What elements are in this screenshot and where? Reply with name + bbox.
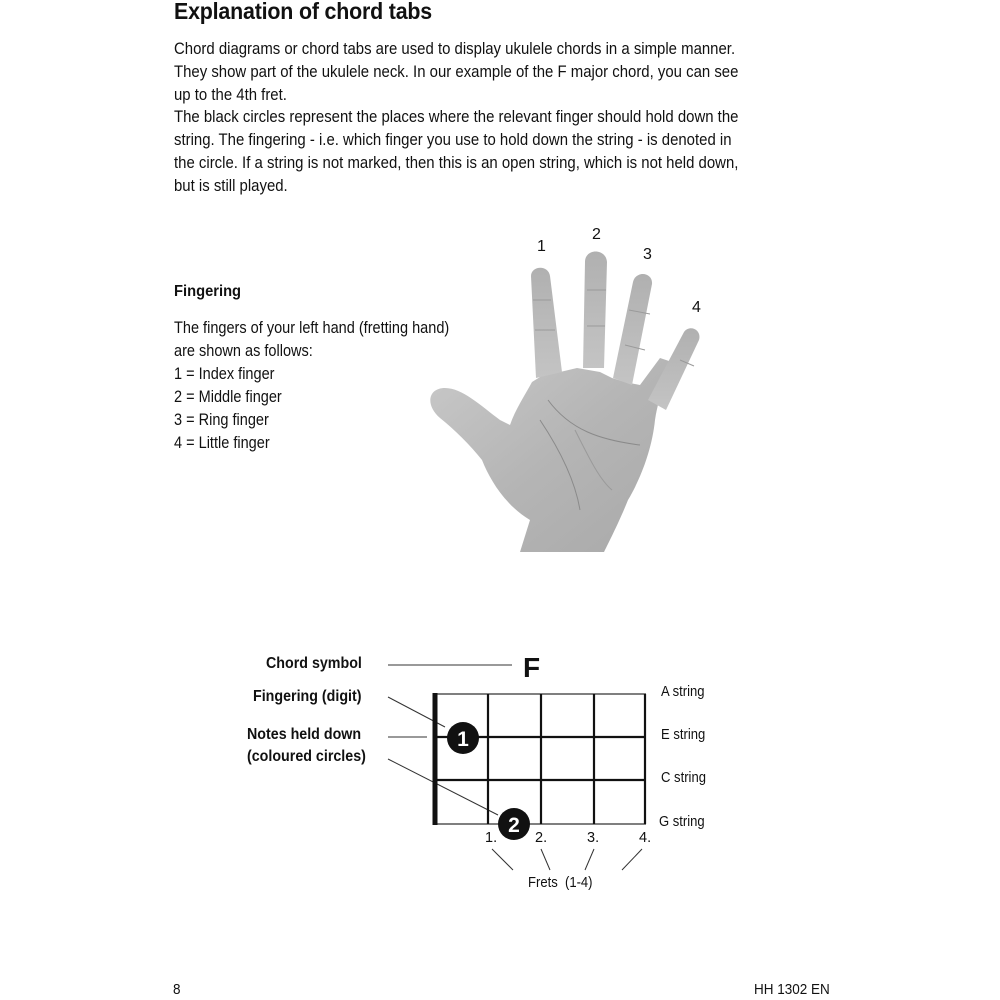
fret-leader <box>622 849 642 870</box>
fret-number: 2. <box>535 830 548 846</box>
notes-held-label: Notes held down <box>247 726 362 743</box>
string-label-c: C string <box>661 770 706 786</box>
finger-number-2: 2 <box>592 226 601 243</box>
fingering-item: 3 = Ring finger <box>174 411 269 429</box>
coloured-circles-label: (coloured circles) <box>247 748 366 765</box>
intro-line: the circle. If a string is not marked, then this is an open string, which is not held down, <box>174 153 739 172</box>
finger-digit: 2 <box>508 814 520 837</box>
fingering-line: are shown as follows: <box>174 342 313 360</box>
page-title: Explanation of chord tabs <box>174 0 433 24</box>
fret-number: 3. <box>587 830 600 846</box>
fret-number: 4. <box>639 830 652 846</box>
intro-line: string. The fingering - i.e. which finger you use to hold down the string - is denoted in <box>174 131 732 150</box>
note-marker-2 <box>498 808 530 840</box>
fret-leader <box>492 849 513 870</box>
document-code: HH 1302 EN <box>754 981 830 998</box>
finger-number-4: 4 <box>692 299 701 316</box>
intro-line: Chord diagrams or chord tabs are used to display ukulele chords in a simple manner. <box>174 40 736 58</box>
intro-line: They show part of the ukulele neck. In our example of the F major chord, you can see <box>174 62 739 81</box>
chord-symbol-label: Chord symbol <box>266 655 362 672</box>
fretboard-grid <box>435 693 646 825</box>
fingering-item: 4 = Little finger <box>174 434 270 452</box>
string-label-a: A string <box>661 684 705 700</box>
intro-line: up to the 4th fret. <box>174 85 287 104</box>
page-number: 8 <box>173 981 181 998</box>
finger-digit: 1 <box>457 728 469 751</box>
finger-number-3: 3 <box>643 246 652 263</box>
fingering-heading: Fingering <box>174 283 242 300</box>
string-label-g: G string <box>659 814 705 830</box>
fingering-item: 1 = Index finger <box>174 365 275 383</box>
fret-number: 1. <box>485 830 498 846</box>
fingering-line: The fingers of your left hand (fretting hand) <box>174 319 450 337</box>
fret-leader <box>585 849 594 870</box>
coloured-circles-leader <box>388 759 498 815</box>
frets-label: Frets (1-4) <box>528 875 593 891</box>
string-label-e: E string <box>661 727 706 743</box>
intro-line: The black circles represent the places where the relevant finger should hold down the <box>174 108 739 127</box>
finger-number-1: 1 <box>537 238 546 255</box>
note-marker-1 <box>447 722 479 754</box>
fingering-label: Fingering (digit) <box>253 688 362 705</box>
chord-symbol: F <box>523 652 541 683</box>
fingering-item: 2 = Middle finger <box>174 388 282 406</box>
fret-leader <box>541 849 550 870</box>
intro-line: but is still played. <box>174 176 288 195</box>
